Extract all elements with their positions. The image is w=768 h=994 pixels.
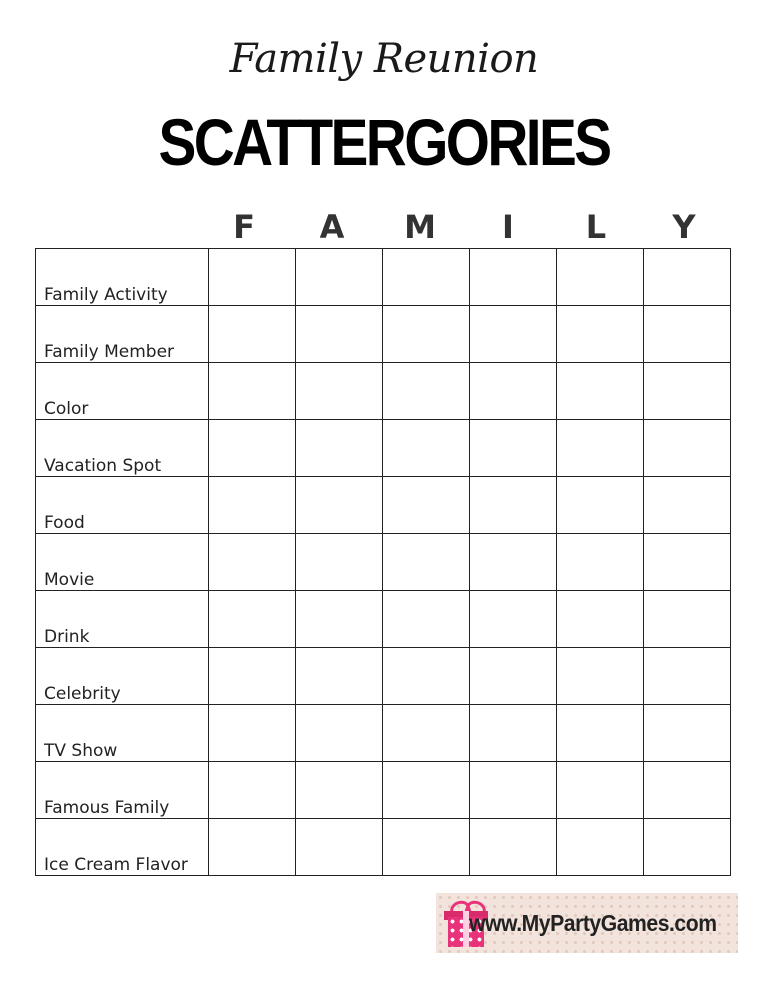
answer-cell-f[interactable] bbox=[209, 249, 296, 306]
answer-cell-l[interactable] bbox=[557, 306, 644, 363]
answer-cell-l[interactable] bbox=[557, 762, 644, 819]
answer-cell-m[interactable] bbox=[383, 249, 470, 306]
answer-cell-f[interactable] bbox=[209, 591, 296, 648]
category-label: Drink bbox=[36, 591, 209, 648]
answer-cell-y[interactable] bbox=[644, 363, 731, 420]
table-row bbox=[36, 648, 731, 705]
table-row bbox=[36, 534, 731, 591]
table-row bbox=[36, 249, 731, 306]
answer-cell-f[interactable] bbox=[209, 534, 296, 591]
answer-cell-y[interactable] bbox=[644, 534, 731, 591]
answer-cell-l[interactable] bbox=[557, 648, 644, 705]
gift-icon bbox=[444, 899, 455, 947]
website-badge bbox=[436, 893, 738, 953]
answer-cell-m[interactable] bbox=[383, 762, 470, 819]
answer-cell-m[interactable] bbox=[383, 648, 470, 705]
answer-grid bbox=[35, 248, 731, 876]
answer-cell-l[interactable] bbox=[557, 534, 644, 591]
table-row bbox=[36, 591, 731, 648]
answer-cell-m[interactable] bbox=[383, 591, 470, 648]
answer-cell-y[interactable] bbox=[644, 249, 731, 306]
answer-cell-l[interactable] bbox=[557, 420, 644, 477]
answer-cell-y[interactable] bbox=[644, 705, 731, 762]
website-url: www.MyPartyGames.com bbox=[468, 909, 717, 936]
category-label: Vacation Spot bbox=[36, 420, 209, 477]
table-row bbox=[36, 762, 731, 819]
answer-cell-f[interactable] bbox=[209, 420, 296, 477]
answer-cell-l[interactable] bbox=[557, 819, 644, 876]
answer-cell-f[interactable] bbox=[209, 705, 296, 762]
answer-cell-i[interactable] bbox=[470, 363, 557, 420]
answer-cell-y[interactable] bbox=[644, 306, 731, 363]
answer-cell-f[interactable] bbox=[209, 762, 296, 819]
answer-cell-f[interactable] bbox=[209, 306, 296, 363]
answer-cell-i[interactable] bbox=[470, 477, 557, 534]
answer-cell-l[interactable] bbox=[557, 705, 644, 762]
answer-cell-i[interactable] bbox=[470, 705, 557, 762]
answer-cell-y[interactable] bbox=[644, 819, 731, 876]
page-title: SCATTERGORIES bbox=[158, 105, 610, 179]
answer-cell-a[interactable] bbox=[296, 705, 383, 762]
answer-cell-a[interactable] bbox=[296, 534, 383, 591]
answer-cell-f[interactable] bbox=[209, 819, 296, 876]
answer-cell-y[interactable] bbox=[644, 591, 731, 648]
answer-cell-a[interactable] bbox=[296, 819, 383, 876]
category-label: Ice Cream Flavor bbox=[36, 819, 209, 876]
letter-header-y: Y bbox=[672, 208, 696, 246]
answer-cell-y[interactable] bbox=[644, 648, 731, 705]
category-label: Family Member bbox=[36, 306, 209, 363]
table-row bbox=[36, 363, 731, 420]
answer-cell-a[interactable] bbox=[296, 363, 383, 420]
letter-header-i: I bbox=[502, 208, 514, 246]
answer-cell-i[interactable] bbox=[470, 534, 557, 591]
answer-cell-i[interactable] bbox=[470, 819, 557, 876]
letter-header-m: M bbox=[404, 208, 436, 246]
answer-cell-a[interactable] bbox=[296, 591, 383, 648]
answer-cell-y[interactable] bbox=[644, 420, 731, 477]
category-label: Celebrity bbox=[36, 648, 209, 705]
answer-cell-m[interactable] bbox=[383, 306, 470, 363]
answer-cell-a[interactable] bbox=[296, 420, 383, 477]
answer-cell-m[interactable] bbox=[383, 534, 470, 591]
answer-cell-a[interactable] bbox=[296, 762, 383, 819]
category-label: Famous Family bbox=[36, 762, 209, 819]
table-row bbox=[36, 306, 731, 363]
table-row bbox=[36, 819, 731, 876]
table-row bbox=[36, 420, 731, 477]
answer-cell-a[interactable] bbox=[296, 306, 383, 363]
answer-cell-m[interactable] bbox=[383, 477, 470, 534]
answer-cell-y[interactable] bbox=[644, 762, 731, 819]
answer-cell-l[interactable] bbox=[557, 477, 644, 534]
category-label: Color bbox=[36, 363, 209, 420]
answer-cell-i[interactable] bbox=[470, 591, 557, 648]
answer-cell-i[interactable] bbox=[470, 249, 557, 306]
letter-header-f: F bbox=[233, 208, 255, 246]
answer-cell-m[interactable] bbox=[383, 819, 470, 876]
answer-cell-f[interactable] bbox=[209, 363, 296, 420]
letter-header-l: L bbox=[585, 208, 607, 246]
category-label: Family Activity bbox=[36, 249, 209, 306]
answer-cell-y[interactable] bbox=[644, 477, 731, 534]
answer-cell-l[interactable] bbox=[557, 363, 644, 420]
answer-cell-f[interactable] bbox=[209, 477, 296, 534]
answer-cell-i[interactable] bbox=[470, 762, 557, 819]
answer-cell-a[interactable] bbox=[296, 648, 383, 705]
answer-cell-l[interactable] bbox=[557, 591, 644, 648]
letter-header-a: A bbox=[319, 208, 345, 246]
answer-cell-i[interactable] bbox=[470, 420, 557, 477]
category-label: Movie bbox=[36, 534, 209, 591]
letter-header bbox=[0, 208, 768, 248]
answer-cell-l[interactable] bbox=[557, 249, 644, 306]
category-label: TV Show bbox=[36, 705, 209, 762]
category-label: Food bbox=[36, 477, 209, 534]
subtitle: Family Reunion bbox=[229, 36, 539, 82]
table-row bbox=[36, 705, 731, 762]
answer-cell-i[interactable] bbox=[470, 648, 557, 705]
answer-cell-f[interactable] bbox=[209, 648, 296, 705]
answer-cell-a[interactable] bbox=[296, 477, 383, 534]
answer-cell-m[interactable] bbox=[383, 363, 470, 420]
answer-cell-m[interactable] bbox=[383, 705, 470, 762]
table-row bbox=[36, 477, 731, 534]
answer-cell-a[interactable] bbox=[296, 249, 383, 306]
answer-cell-m[interactable] bbox=[383, 420, 470, 477]
answer-cell-i[interactable] bbox=[470, 306, 557, 363]
